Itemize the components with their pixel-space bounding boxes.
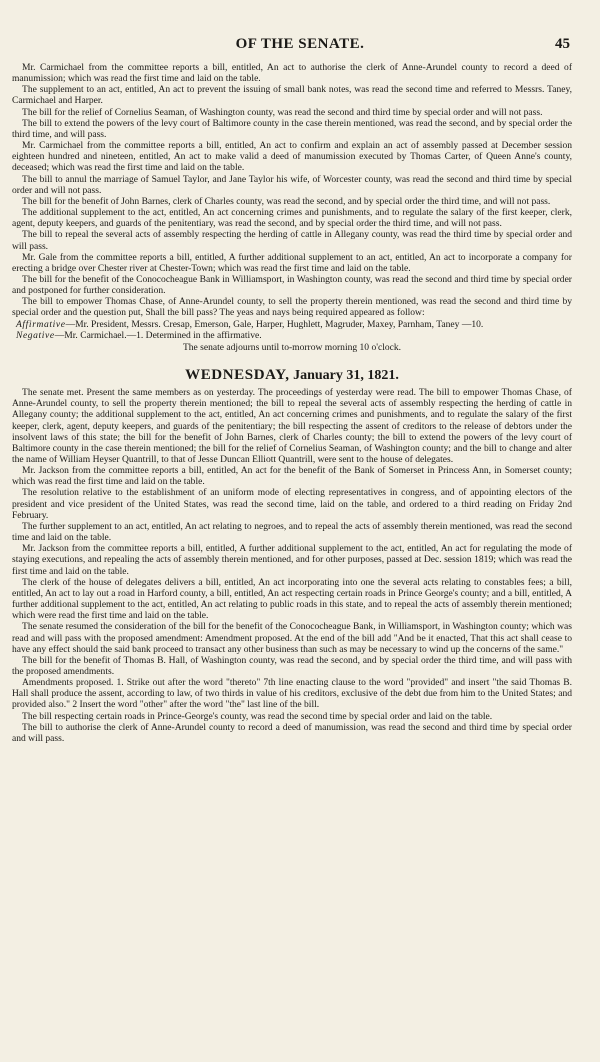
day-heading xyxy=(12,367,572,384)
paragraph: The bill to extend the powers of the levy court of Baltimore county in the case therein mentioned, was read the second, and by special order the third time, and will pass. xyxy=(12,117,572,140)
affirmative-label: Affirmative xyxy=(16,318,66,330)
vote-affirmative xyxy=(12,319,572,330)
day-name: WEDNESDAY, xyxy=(185,367,290,384)
paragraph: Amendments proposed. 1. Strike out after the word "thereto" 7th line enacting clause to the word "provided" and insert "the said Thomas B. Hall shall produce the assent, according to law, of two thirds in value of his creditors, exclusive of the debt due from him to the United States; and provided also." 2 Insert the word "other" after the word "the" last line of the bill. xyxy=(12,677,572,711)
paragraph: The bill to repeal the several acts of assembly respecting the herding of cattle in Allegany county, was read the third time by special order and will pass. xyxy=(12,229,572,252)
vote-negative xyxy=(12,330,572,341)
paragraph: The bill for the benefit of the Conococheague Bank in Williamsport, in Washington county, was read the second and third time by special order and postponed for further consideration. xyxy=(12,273,572,297)
paragraph: The supplement to an act, entitled, An act to prevent the issuing of small bank notes, was read the second time and referred to Messrs. Taney, Carmichael and Harper. xyxy=(12,84,572,107)
paragraph: Mr. Gale from the committee reports a bill, entitled, A further additional supplement to an act, entitled, An act to incorporate a company for erecting a bridge over Chester river at Chester-Town; which was read the first time and laid on the table. xyxy=(12,251,572,274)
paragraph: The additional supplement to the act, entitled, An act concerning crimes and punishments, and to regulate the salary of the first keeper, clerk, agent, deputy keepers, and guards of the penitentiary, was read the second, and by special order the third time, and will not pass. xyxy=(12,207,572,230)
paragraph: Mr. Carmichael from the committee reports a bill, entitled, An act to authorise the clerk of Anne-Arundel county to record a deed of manumission; which was read the first time and laid on the table. xyxy=(12,62,572,85)
paragraph: The bill to annul the marriage of Samuel Taylor, and Jane Taylor his wife, of Worcester county, was read the second and third time by special order and will not pass. xyxy=(12,173,572,196)
paragraph: The bill respecting certain roads in Prince-George's county, was read the second time by special order and laid on the table. xyxy=(22,710,493,722)
paragraph: The further supplement to an act, entitled, An act relating to negroes, and to repeal the acts of assembly therein mentioned, was read the second time and laid on the table. xyxy=(12,520,572,544)
adjournment-notice: The senate adjourns until to-morrow morning 10 o'clock. xyxy=(182,341,402,353)
paragraph: The resolution relative to the establishment of an uniform mode of electing representatives in congress, and of appointing electors of the president and vice president of the United States, was read the second time, laid on the table, and ordered to a third reading on Friday 2nd February. xyxy=(12,487,572,521)
paragraph: The bill for the relief of Cornelius Seaman, of Washington county, was read the second and third time by special order and will not pass. xyxy=(22,106,543,118)
negative-names: —Mr. Carmichael.—1. Determined in the affirmative. xyxy=(54,329,262,341)
paragraph: Mr. Jackson from the committee reports a bill, entitled, An act for the benefit of the Bank of Somerset in Princess Ann, in Somerset county; which was read the first time and laid on the table. xyxy=(12,465,572,488)
page-number: 45 xyxy=(555,36,570,52)
paragraph: The bill to authorise the clerk of Anne-Arundel county to record a deed of manumission, was read the second and third time by special order and will pass. xyxy=(12,721,572,744)
body-text xyxy=(12,62,572,744)
proceedings-tuesday xyxy=(12,62,572,319)
paragraph: The bill for the benefit of John Barnes, clerk of Charles county, was read the second, and by special order the third time, and will not pass. xyxy=(22,195,551,207)
paragraph: The senate met. Present the same members as on yesterday. The proceedings of yesterday were read. The bill to empower Thomas Chase, of Anne-Arundel county, to sell the property therein mentioned; the bill to repeal the several acts of assembly respecting the herding of cattle in Allegany county; the additional supplement to the act, entitled, An act concerning crimes and punishments, and to regulate the salary of the first keeper, clerk, agent, deputy keepers, and guards of the penitentiary; the bill respecting the assent of creditors to the release of debtors under the insolvent laws of this state; the bill for the benefit of John Barnes, clerk of Charles county; the bill to extend the powers of the levy court of Baltimore county in the case therein mentioned; the bill for the relief of Cornelius Seaman, of Washington county; and the bill to change and alter the name of William Heyser Quantrill, to that of Jesse Duncan Elliott Quantrill, were sent to the house of delegates. xyxy=(12,387,572,465)
paragraph: The senate resumed the consideration of the bill for the benefit of the Conococheague Bank, in Williamsport, in Washington county; which was read and will pass with the proposed amendment: Amendment proposed. At the end of the bill add "And be it enacted, That this act shall cease to have any effect should the said bank proceed to transact any other business than such as may be necessary to wind up the concerns of the same." xyxy=(12,621,572,655)
paragraph: Mr. Carmichael from the committee reports a bill, entitled, An act to confirm and explain an act of assembly passed at December session eighteen hundred and nineteen, entitled, An act to make valid a deed of manumission executed by Thomas Carter, of Queen Anne's county, deceased; which was read the first time and laid on the table. xyxy=(12,140,572,174)
proceedings-wednesday xyxy=(12,387,572,744)
paragraph: The bill for the benefit of Thomas B. Hall, of Washington county, was read the second, and by special order the third time, and will pass with the proposed amendments. xyxy=(12,654,572,677)
paragraph: The bill to empower Thomas Chase, of Anne-Arundel county, to sell the property therein mentioned, was read the second and third time by special order and the question put, Shall the bill pass? The yeas and nays being required appeared as follow: xyxy=(12,296,572,319)
paragraph: The clerk of the house of delegates delivers a bill, entitled, An act incorporating into one the several acts relating to constables fees; a bill, entitled, An act to lay out a road in Harford county, a bill, entitled, An act respecting certain roads in Prince George's county; and a bill, entitled, A further additional supplement to the act, entitled, An act relating to public roads in this state, and to repeal the acts of assembly therein mentioned; which were read the first time and laid on the table. xyxy=(12,576,572,622)
affirmative-names: —Mr. President, Messrs. Cresap, Emerson, Gale, Harper, Hughlett, Magruder, Maxey, Parnham, Taney —10. xyxy=(65,318,484,330)
negative-label: Negative xyxy=(16,329,55,341)
day-date: January 31, 1821. xyxy=(293,368,399,384)
paragraph: Mr. Jackson from the committee reports a bill, entitled, A further additional supplement to the act, entitled, An act for regulating the mode of staying executions, and repealing the acts of assembly therein mentioned, and for other purposes, passed at Dec. session 1819; which was read the first time and laid on the table. xyxy=(12,543,572,577)
running-title: OF THE SENATE. xyxy=(235,36,365,52)
